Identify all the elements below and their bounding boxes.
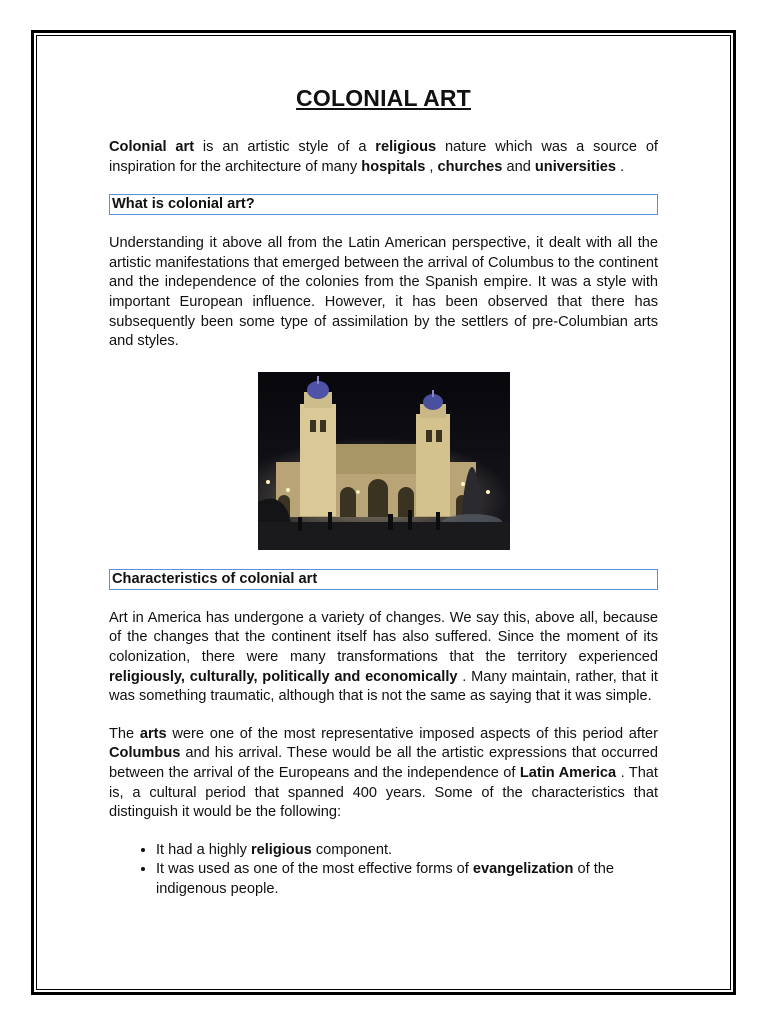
section1-paragraph: Understanding it above all from the Latin American perspective, it dealt with all the artistic manifestations that emerged between the arrival of Columbus to the continent and the independence of the colonies from the Spanish empire. It was a style with important European influence. However, it has been observed that there has subsequently been some type of assimilation by the settlers of pre-Columbian arts and styles. xyxy=(109,235,658,350)
characteristics-list xyxy=(109,841,658,900)
text-run: nature which was a source of inspiration for the architecture of many xyxy=(109,139,658,175)
section2-paragraph-1 xyxy=(109,609,658,707)
section-heading-characteristics: Characteristics of colonial art xyxy=(109,569,658,590)
bold-term: religious xyxy=(375,139,437,155)
bold-term: hospitals xyxy=(361,158,426,175)
list-item xyxy=(156,860,658,899)
text-run: . xyxy=(616,158,625,175)
bold-term: evangelization xyxy=(472,861,574,878)
text-run: . Many maintain, rather, that it was something traumatic, although that is not the same as saying that it was simple. xyxy=(109,668,658,705)
list-item xyxy=(156,841,658,861)
bold-term: Latin America xyxy=(519,764,617,781)
document-title: COLONIAL ART xyxy=(296,85,471,111)
text-run: Art in America has undergone a variety of changes. We say this, above all, because of the changes that the continent itself has also suffered. Since the moment of its colonization, there were many transformations that the territory experienced xyxy=(109,609,658,665)
bold-term: religiously, culturally, politically and economically xyxy=(109,668,458,685)
document-body xyxy=(109,85,658,899)
text-run: It was used as one of the most effective forms of xyxy=(156,861,473,878)
text-run: . That is, a cultural period that spanned 400 years. Some of the characteristics that distinguish it would be the following: xyxy=(109,764,658,821)
text-run: The xyxy=(109,725,140,742)
text-run: of the indigenous people. xyxy=(156,861,615,897)
bold-term: religious xyxy=(250,841,312,858)
intro-paragraph xyxy=(109,138,658,177)
text-run: , xyxy=(425,158,438,175)
bold-term: Columbus xyxy=(109,745,181,762)
section-heading-what-is: What is colonial art? xyxy=(109,194,658,215)
bold-term: churches xyxy=(437,158,503,175)
text-run: were one of the most representative imposed aspects of this period after xyxy=(166,725,658,742)
text-run: component. xyxy=(311,841,393,858)
bold-term: arts xyxy=(139,725,167,742)
cathedral-night-photo xyxy=(258,372,510,550)
text-run: and his arrival. These would be all the artistic expressions that occurred between the arrival of the Europeans and the independence of xyxy=(109,745,658,781)
bold-term: Colonial art xyxy=(109,139,195,155)
text-run: It had a highly xyxy=(156,841,251,858)
section2-paragraph-2 xyxy=(109,725,658,823)
text-run: is an artistic style of a xyxy=(194,139,376,155)
text-run: and xyxy=(502,158,535,175)
bold-term: universities xyxy=(534,158,616,175)
